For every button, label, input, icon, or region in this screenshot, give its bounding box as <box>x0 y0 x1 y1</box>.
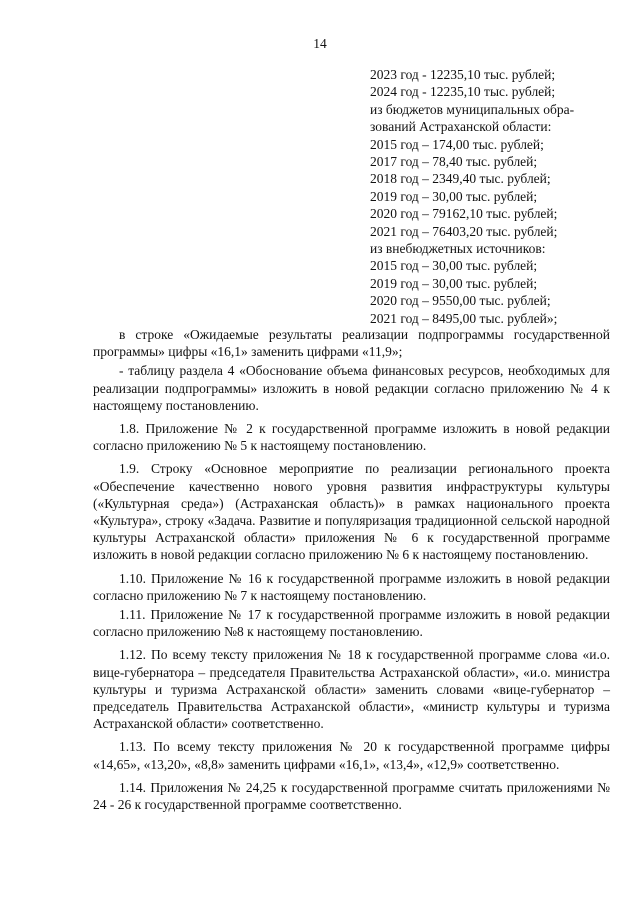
finance-line: 2018 год – 2349,40 тыс. рублей; <box>370 171 551 187</box>
paragraph: 1.13. По всему тексту приложения № 20 к государственной программе цифры «14,65», «13,20», «8,8» заменить цифрами «16,1», «13,4», «12,9» соответственно. <box>93 739 610 772</box>
finance-line: 2021 год – 8495,00 тыс. рублей»; <box>370 310 558 326</box>
finance-line: 2015 год – 30,00 тыс. рублей; <box>370 258 538 274</box>
finance-line: 2020 год – 79162,10 тыс. рублей; <box>370 206 558 222</box>
paragraph: 1.9. Строку «Основное мероприятие по реализации регионального проекта «Обеспечение качественно нового уровня развития инфраструктуры культуры («Культурная среда») (Астраханская область)» в рамках национального проекта «Культура», строку «Задача. Развитие и популяризация традиционной сельской народной культуры Астраханской области» приложения № 6 к государственной программе изложить в новой редакции согласно приложению № 6 к настоящему постановлению. <box>93 461 610 563</box>
finance-line: 2015 год – 174,00 тыс. рублей; <box>370 136 544 152</box>
paragraph: 1.11. Приложение № 17 к государственной программе изложить в новой редакции согласно приложению №8 к настоящему постановлению. <box>93 607 610 640</box>
paragraph: 1.10. Приложение № 16 к государственной программе изложить в новой редакции согласно приложению № 7 к настоящему постановлению. <box>93 570 610 603</box>
paragraph: - таблицу раздела 4 «Обоснование объема финансовых ресурсов, необходимых для реализации подпрограммы» изложить в новой редакции согласно приложению № 4 к настоящему постановлению. <box>93 363 610 413</box>
paragraph: 1.12. По всему тексту приложения № 18 к государственной программе слова «и.о. вице-губернатора – председателя Правительства Астраханской области», «и.о. министра культуры и туризма Астраханской области» заменить словами «вице-губернатор – председатель Правительства Астраханской области», «министр культуры и туризма Астраханской области» соответственно. <box>93 647 610 732</box>
finance-line: 2024 год - 12235,10 тыс. рублей; <box>370 84 556 100</box>
finance-line: из внебюджетных источников: <box>370 241 546 257</box>
finance-line: 2021 год – 76403,20 тыс. рублей; <box>370 223 558 239</box>
finance-block <box>370 66 610 327</box>
paragraph: 1.14. Приложения № 24,25 к государственной программе считать приложениями № 24 - 26 к государственной программе соответственно. <box>93 779 610 813</box>
finance-line: 2017 год – 78,40 тыс. рублей; <box>370 154 538 170</box>
finance-line: 2023 год - 12235,10 тыс. рублей; <box>370 67 556 82</box>
finance-line: 2019 год – 30,00 тыс. рублей; <box>370 275 538 291</box>
finance-line: 2019 год – 30,00 тыс. рублей; <box>370 188 538 204</box>
finance-line: 2020 год – 9550,00 тыс. рублей; <box>370 293 551 309</box>
paragraph: 1.8. Приложение № 2 к государственной программе изложить в новой редакции согласно приложению № 5 к настоящему постановлению. <box>93 421 610 454</box>
finance-line: зований Астраханской области: <box>370 119 552 135</box>
body-text <box>93 326 610 819</box>
finance-line: из бюджетов муниципальных обра- <box>370 101 575 117</box>
paragraph: в строке «Ожидаемые результаты реализации подпрограммы государственной программы» цифры «16,1» заменить цифрами «11,9»; <box>93 327 610 360</box>
page-number: 14 <box>313 36 327 51</box>
